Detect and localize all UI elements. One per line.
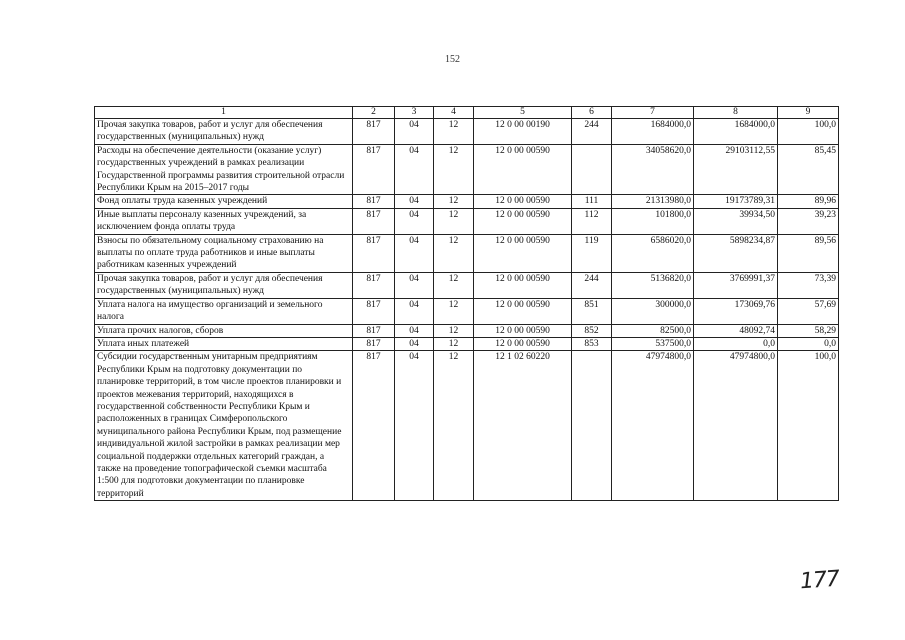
actual-amount-cell: 19173789,31 [694,195,778,208]
plan-amount-cell: 34058620,0 [612,144,694,195]
expense-name-cell: Уплата иных платежей [95,337,353,350]
header-cell: 1 [95,107,353,119]
percent-cell: 89,56 [778,234,839,272]
expense-type-cell: 111 [572,195,612,208]
target-article-cell: 12 0 00 00590 [474,208,572,234]
expense-name-cell: Прочая закупка товаров, работ и услуг для обеспечения государственных (муниципальных) нужд [95,119,353,145]
table-row [95,144,839,195]
header-cell: 7 [612,107,694,119]
expense-type-cell: 853 [572,337,612,350]
section-cell: 04 [395,324,434,337]
plan-amount-cell: 21313980,0 [612,195,694,208]
plan-amount-cell: 1684000,0 [612,119,694,145]
percent-cell: 100,0 [778,119,839,145]
percent-cell: 73,39 [778,272,839,298]
actual-amount-cell: 29103112,55 [694,144,778,195]
section-cell: 04 [395,119,434,145]
expense-type-cell: 852 [572,324,612,337]
code-cell: 817 [353,144,395,195]
plan-amount-cell: 300000,0 [612,298,694,324]
actual-amount-cell: 0,0 [694,337,778,350]
section-cell: 04 [395,195,434,208]
subsection-cell: 12 [434,144,474,195]
plan-amount-cell: 6586020,0 [612,234,694,272]
table-row [95,195,839,208]
actual-amount-cell: 39934,50 [694,208,778,234]
expense-name-cell: Прочая закупка товаров, работ и услуг для обеспечения государственных (муниципальных) нужд [95,272,353,298]
expense-type-cell: 244 [572,119,612,145]
actual-amount-cell: 47974800,0 [694,351,778,501]
actual-amount-cell: 173069,76 [694,298,778,324]
subsection-cell: 12 [434,324,474,337]
percent-cell: 89,96 [778,195,839,208]
percent-cell: 39,23 [778,208,839,234]
budget-table [94,106,839,501]
code-cell: 817 [353,272,395,298]
section-cell: 04 [395,298,434,324]
section-cell: 04 [395,234,434,272]
code-cell: 817 [353,208,395,234]
subsection-cell: 12 [434,272,474,298]
table-row [95,208,839,234]
expense-type-cell [572,144,612,195]
expense-type-cell [572,351,612,501]
target-article-cell: 12 0 00 00590 [474,324,572,337]
plan-amount-cell: 47974800,0 [612,351,694,501]
table-row [95,324,839,337]
handwritten-page-mark: 177 [799,566,840,595]
table-row [95,272,839,298]
header-cell: 9 [778,107,839,119]
target-article-cell: 12 0 00 00590 [474,337,572,350]
target-article-cell: 12 1 02 60220 [474,351,572,501]
subsection-cell: 12 [434,119,474,145]
subsection-cell: 12 [434,208,474,234]
table-row [95,351,839,501]
table-row [95,119,839,145]
header-cell: 3 [395,107,434,119]
subsection-cell: 12 [434,337,474,350]
percent-cell: 85,45 [778,144,839,195]
expense-type-cell: 851 [572,298,612,324]
subsection-cell: 12 [434,298,474,324]
table-row [95,337,839,350]
percent-cell: 57,69 [778,298,839,324]
target-article-cell: 12 0 00 00590 [474,234,572,272]
plan-amount-cell: 101800,0 [612,208,694,234]
section-cell: 04 [395,351,434,501]
target-article-cell: 12 0 00 00590 [474,272,572,298]
header-cell: 8 [694,107,778,119]
code-cell: 817 [353,234,395,272]
section-cell: 04 [395,337,434,350]
expense-name-cell: Уплата налога на имущество организаций и земельного налога [95,298,353,324]
code-cell: 817 [353,119,395,145]
percent-cell: 0,0 [778,337,839,350]
plan-amount-cell: 5136820,0 [612,272,694,298]
target-article-cell: 12 0 00 00590 [474,144,572,195]
table-row [95,298,839,324]
header-cell: 2 [353,107,395,119]
expense-name-cell: Взносы по обязательному социальному страхованию на выплаты по оплате труда работников и иные выплаты работникам казенных учреждений [95,234,353,272]
expense-name-cell: Фонд оплаты труда казенных учреждений [95,195,353,208]
code-cell: 817 [353,337,395,350]
section-cell: 04 [395,144,434,195]
expense-name-cell: Субсидии государственным унитарным предприятиям Республики Крым на подготовку документации по планировке территорий, в том числе проектов планировки и проектов межевания территорий, находящихся в государственной собственности Республики Крым и расположенных в границах Симферопольского муниципального района Республики Крым, под размещение индивидуальной жилой застройки в рамках реализации мер социальной поддержки отдельных категорий граждан, а также на проведение топографической съемки масштаба 1:500 для подготовки документации по планировке территорий [95,351,353,501]
expense-type-cell: 244 [572,272,612,298]
expense-type-cell: 112 [572,208,612,234]
section-cell: 04 [395,208,434,234]
target-article-cell: 12 0 00 00190 [474,119,572,145]
actual-amount-cell: 5898234,87 [694,234,778,272]
code-cell: 817 [353,195,395,208]
target-article-cell: 12 0 00 00590 [474,195,572,208]
expense-name-cell: Уплата прочих налогов, сборов [95,324,353,337]
header-cell: 4 [434,107,474,119]
expense-name-cell: Иные выплаты персоналу казенных учреждений, за исключением фонда оплаты труда [95,208,353,234]
plan-amount-cell: 82500,0 [612,324,694,337]
plan-amount-cell: 537500,0 [612,337,694,350]
actual-amount-cell: 1684000,0 [694,119,778,145]
percent-cell: 100,0 [778,351,839,501]
subsection-cell: 12 [434,234,474,272]
subsection-cell: 12 [434,351,474,501]
header-row [95,107,839,119]
expense-name-cell: Расходы на обеспечение деятельности (оказание услуг) государственных учреждений в рамках реализации Государственной программы развития строительной отрасли Республики Крым на 2015–2017 годы [95,144,353,195]
subsection-cell: 12 [434,195,474,208]
actual-amount-cell: 48092,74 [694,324,778,337]
actual-amount-cell: 3769991,37 [694,272,778,298]
header-cell: 5 [474,107,572,119]
code-cell: 817 [353,351,395,501]
target-article-cell: 12 0 00 00590 [474,298,572,324]
header-cell: 6 [572,107,612,119]
code-cell: 817 [353,298,395,324]
table-row [95,234,839,272]
section-cell: 04 [395,272,434,298]
code-cell: 817 [353,324,395,337]
expense-type-cell: 119 [572,234,612,272]
page-number: 152 [445,54,460,65]
percent-cell: 58,29 [778,324,839,337]
